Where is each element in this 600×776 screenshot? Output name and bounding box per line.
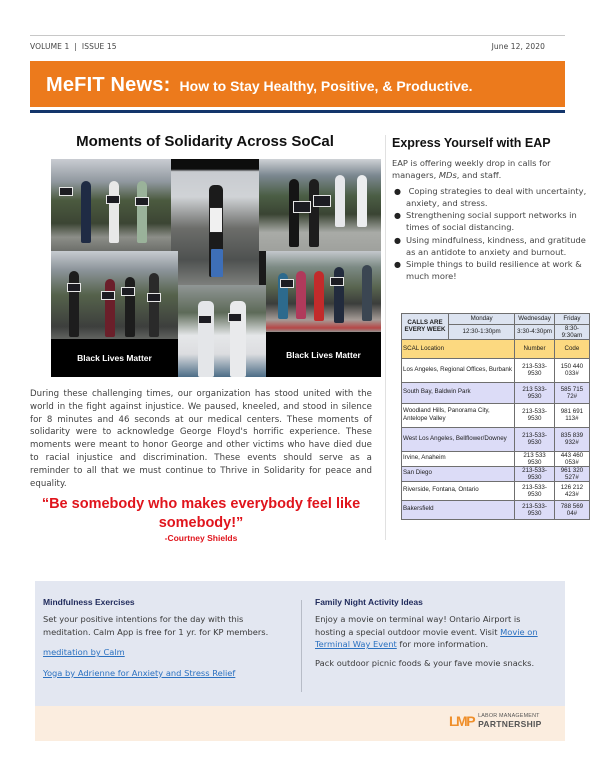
phone-number-cell: 213 533-9530: [515, 382, 555, 403]
location-cell: Irvine, Anaheim: [402, 451, 515, 466]
masthead-banner: [30, 61, 565, 107]
mindfulness-heading: Mindfulness Exercises: [43, 597, 135, 607]
table-row: [402, 358, 590, 382]
pull-quote: “Be somebody who makes everybody feel like somebody!”: [41, 496, 361, 531]
photo-group-1: [51, 159, 171, 251]
table-row: [402, 382, 590, 403]
time-cell: 3:30-4:30pm: [515, 324, 555, 339]
photo-group-3: [259, 159, 381, 251]
phone-number-cell: 213-533-9530: [515, 358, 555, 382]
location-cell: San Diego: [402, 466, 515, 481]
table-row: [402, 427, 590, 451]
bullet-icon: ●: [394, 235, 401, 245]
list-item: [392, 235, 597, 258]
access-code-cell: 126 212 423#: [554, 481, 589, 500]
column-header: Code: [554, 339, 589, 358]
phone-number-cell: 213-533-9530: [515, 481, 555, 500]
family-night-body: [315, 613, 550, 651]
family-night-heading: Family Night Activity Ideas: [315, 597, 423, 607]
table-row: [402, 451, 590, 466]
family-night-body-2: Pack outdoor picnic foods & your fave movie snacks.: [315, 657, 535, 668]
eap-intro-text: , and staff.: [456, 170, 502, 180]
bullet-icon: ●: [394, 260, 401, 270]
issue-date: June 12, 2020: [491, 42, 545, 51]
mindfulness-section: [43, 597, 278, 685]
list-item-text: Using mindfulness, kindness, and gratitude as an antidote to anxiety and burnout.: [406, 234, 586, 257]
lmp-logo: [449, 714, 542, 729]
eap-heading: Express Yourself with EAP: [392, 136, 551, 150]
column-divider: [385, 135, 386, 540]
table-row: [402, 403, 590, 427]
mindfulness-body: Set your positive intentions for the day with this meditation. Calm App is free for 1 yr. for KP members.: [43, 614, 269, 637]
eap-intro: [392, 157, 592, 181]
phone-number-cell: 213 533 9530: [515, 451, 555, 466]
quote-author: -Courtney Shields: [164, 533, 238, 543]
day-header: Friday: [554, 314, 589, 325]
yoga-adrienne-link[interactable]: Yoga by Adrienne for Anxiety and Stress Relief: [43, 667, 236, 678]
list-item: [392, 210, 597, 233]
list-item-text: Strengthening social support networks in times of social distancing.: [406, 210, 577, 233]
phone-number-cell: 213-533-9530: [515, 427, 555, 451]
eap-bullet-list: [392, 186, 597, 284]
calm-meditation-link[interactable]: meditation by Calm: [43, 647, 125, 658]
access-code-cell: 443 460 053#: [554, 451, 589, 466]
link-line: [43, 644, 278, 659]
access-code-cell: 835 839 932#: [554, 427, 589, 451]
lmp-logo-top: LABOR MANAGEMENT: [478, 713, 540, 719]
photo-caption: Black Lives Matter: [51, 339, 178, 377]
location-cell: Los Angeles, Regional Offices, Burbank: [402, 358, 515, 382]
family-night-text: for more information.: [396, 639, 489, 650]
lmp-logo-bottom: PARTNERSHIP: [478, 719, 542, 730]
location-cell: South Bay, Baldwin Park: [402, 382, 515, 403]
phone-number-cell: 213-533-9530: [515, 403, 555, 427]
location-cell: Woodland Hills, Panorama City, Antelope Valley: [402, 403, 515, 427]
calls-label-cell: [402, 314, 449, 340]
lmp-logo-mark: LMP: [449, 713, 475, 730]
photo-group-2: [171, 159, 259, 285]
movie-event-link[interactable]: Movie on Terminal Way Event: [315, 626, 538, 650]
table-row: [402, 466, 590, 481]
phone-number-cell: 213-533-9530: [515, 466, 555, 481]
column-header: Number: [515, 339, 555, 358]
family-night-text: Enjoy a movie on terminal way! Ontario Airport is hosting a special outdoor movie event. Visit: [315, 614, 521, 637]
tagline: How to Stay Healthy, Positive, & Productive.: [179, 78, 473, 94]
band-column-divider: [301, 600, 302, 692]
top-rule: [30, 35, 565, 36]
time-cell: 8:30-9:30am: [554, 324, 589, 339]
photo-group-6: [266, 251, 381, 332]
link-line: [43, 665, 278, 680]
list-item-text: Simple things to build resilience at work & much more!: [406, 259, 582, 281]
bullet-icon: ●: [394, 187, 401, 196]
access-code-cell: 788 569 04#: [554, 500, 589, 519]
location-cell: Bakersfield: [402, 500, 515, 519]
day-header: Wednesday: [515, 314, 555, 325]
access-code-cell: 961 320 527#: [554, 466, 589, 481]
calls-label: CALLS ARE: [407, 319, 443, 327]
list-item-text: Coping strategies to deal with uncertainty, anxiety, and stress.: [406, 186, 589, 208]
photo-group-5: [178, 285, 266, 377]
newsletter-title: [46, 74, 473, 97]
solidarity-heading: Moments of Solidarity Across SoCal: [76, 133, 334, 150]
list-item: [392, 259, 597, 282]
access-code-cell: 150 440 033#: [554, 358, 589, 382]
solidarity-photo-collage: [51, 159, 381, 377]
banner-rule: [30, 110, 565, 113]
table-row: [402, 500, 590, 519]
photo-caption: Black Lives Matter: [266, 332, 381, 377]
eap-intro-text: EAP is offering weekly drop in calls for managers,: [392, 158, 551, 180]
column-header: SCAL Location: [402, 339, 515, 358]
family-night-section: [315, 597, 550, 675]
brand-name: MeFIT News:: [46, 74, 171, 96]
access-code-cell: 981 691 113#: [554, 403, 589, 427]
eap-call-schedule-table: [401, 313, 590, 520]
access-code-cell: 585 715 72#: [554, 382, 589, 403]
day-header: Monday: [449, 314, 515, 325]
eap-intro-emphasis: MDs: [438, 170, 457, 180]
list-item: [392, 186, 597, 209]
bullet-icon: ●: [394, 211, 401, 221]
time-cell: 12:30-1:30pm: [449, 324, 515, 339]
solidarity-body: During these challenging times, our organization has stood united with the world in the fight against injustice. We paused, kneeled, and stood in silence for 8 minutes and 46 seconds at our medical centers. These moments of solidarity were to acknowledge George Floyd's horrific experience. These moments were meant to honor George and other victims who have died due to racial injustice and discrimination. These events should serve as a reminder to all that we must continue to Thrive in Solidarity for peace and equality.: [30, 389, 372, 489]
location-cell: West Los Angeles, Bellflower/Downey: [402, 427, 515, 451]
table-row: [402, 481, 590, 500]
table-column-header-row: [402, 339, 590, 358]
phone-number-cell: 213-533-9530: [515, 500, 555, 519]
table-header-row: [402, 314, 590, 325]
lmp-logo-text: [478, 714, 542, 729]
volume-issue: VOLUME 1 | ISSUE 15: [30, 42, 117, 51]
location-cell: Riverside, Fontana, Ontario: [402, 481, 515, 500]
calls-label: EVERY WEEK: [404, 326, 446, 334]
